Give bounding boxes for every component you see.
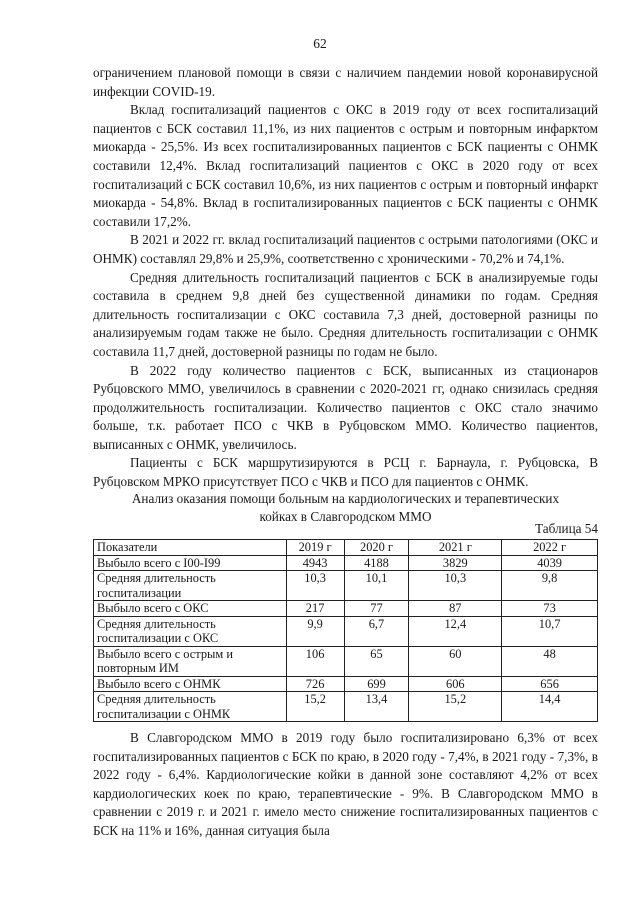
header-cell: 2022 г: [502, 540, 598, 556]
row-label: Выбыло всего с I00-I99: [94, 555, 287, 571]
table-cell: 87: [409, 601, 502, 617]
table-cell: 13,4: [344, 692, 409, 722]
table-caption-line: койках в Славгородском ММО: [259, 509, 432, 524]
row-label: Средняя длительность госпитализации: [94, 571, 287, 601]
table-header-row: [94, 540, 598, 556]
table-cell: 12,4: [409, 616, 502, 646]
paragraph: В Славгородском ММО в 2019 году было госпитализировано 6,3% от всех госпитализированных пациентов с БСК по краю, в 2020 году - 7,4%, в 2021 году - 7,3%, в 2022 году - 6,4%. Кардиологические койки в данной зоне составляют 4,2% от всех кардиологических коек по краю, терапевтические - 9%. В Славгородском ММО в сравнении с 2019 г. и 2021 г. имело место снижение госпитализированных пациентов с БСК на 11% и 16%, данная ситуация была: [93, 730, 598, 838]
table-caption: [93, 490, 598, 526]
table-cell: 6,7: [344, 616, 409, 646]
row-label: Выбыло всего с ОКС: [94, 601, 287, 617]
table-cell: 10,3: [286, 571, 344, 601]
table-cell: 606: [409, 676, 502, 692]
table-cell: 656: [502, 676, 598, 692]
table-cell: 48: [502, 646, 598, 676]
paragraph: В 2022 году количество пациентов с БСК, выписанных из стационаров Рубцовского ММО, увеличилось в сравнении с 2020-2021 гг, однако снизилась средняя продолжительность госпитализации. Количество пациентов с ОКС стало значимо больше, т.к. работает ПСО с ЧКВ в Рубцовском ММО. Количество пациентов, выписанных с ОНМК, увеличилось.: [93, 362, 598, 452]
table-cell: 3829: [409, 555, 502, 571]
table-cell: 15,2: [286, 692, 344, 722]
paragraph: ограничением плановой помощи в связи с наличием пандемии новой коронавирусной инфекции COVID-19.: [93, 65, 598, 99]
table-row: [94, 646, 598, 676]
table-cell: 4943: [286, 555, 344, 571]
row-label: Средняя длительность госпитализации с ОНМК: [94, 692, 287, 722]
table-cell: 65: [344, 646, 409, 676]
table-row: [94, 601, 598, 617]
header-cell: 2020 г: [344, 540, 409, 556]
row-label: Выбыло всего с острым и повторным ИМ: [94, 646, 287, 676]
table-cell: 14,4: [502, 692, 598, 722]
table-cell: 60: [409, 646, 502, 676]
table-row: [94, 555, 598, 571]
table-cell: 10,7: [502, 616, 598, 646]
table-cell: 10,3: [409, 571, 502, 601]
header-cell: 2021 г: [409, 540, 502, 556]
table-cell: 15,2: [409, 692, 502, 722]
table-label: Таблица 54: [535, 521, 598, 536]
header-cell: Показатели: [94, 540, 287, 556]
table-cell: 77: [344, 601, 409, 617]
row-label: Средняя длительность госпитализации с ОКС: [94, 616, 287, 646]
paragraph: Вклад госпитализаций пациентов с ОКС в 2019 году от всех госпитализаций пациентов с БСК составил 11,1%, из них пациентов с острым и повторным инфарктом миокарда - 25,5%. Из всех госпитализированных пациентов с БСК пациенты с ОНМК составили 12,4%. Вклад госпитализаций пациентов с ОКС в 2020 году от всех госпитализаций с БСК составил 10,6%, из них пациентов с острым и повторный инфаркт миокарда - 54,8%. Вклад в госпитализированных пациентов с БСК пациенты с ОНМК составили 17,2%.: [93, 102, 598, 229]
row-label: Выбыло всего с ОНМК: [94, 676, 287, 692]
table-row: [94, 571, 598, 601]
paragraph: Средняя длительность госпитализаций пациентов с БСК в анализируемые годы составила в среднем 9,8 дней без существенной динамики по годам. Средняя длительность госпитализации с ОКС составила 7,3 дней, достоверной разницы по анализируемым годам также не было. Средняя длительность госпитализации с ОНМК составила 11,7 дней, достоверной разницы по годам не было.: [93, 269, 598, 359]
paragraph: Пациенты с БСК маршрутизируются в РСЦ г. Барнаула, г. Рубцовска, В Рубцовском МРКО присутствует ПСО с ЧКВ и ПСО для пациентов с ОНМК.: [93, 455, 598, 490]
table-cell: 726: [286, 676, 344, 692]
data-table: [93, 539, 598, 722]
table-caption-line: Анализ оказания помощи больным на кардиологических и терапевтических: [131, 491, 560, 506]
table-row: [94, 616, 598, 646]
table-cell: 4039: [502, 555, 598, 571]
table-cell: 73: [502, 601, 598, 617]
table-cell: 4188: [344, 555, 409, 571]
body-text-top: [93, 64, 598, 492]
table-row: [94, 676, 598, 692]
body-text-bottom: [93, 729, 598, 841]
table-cell: 106: [286, 646, 344, 676]
table-cell: 217: [286, 601, 344, 617]
paragraph: В 2021 и 2022 гг. вклад госпитализаций пациентов с острыми патологиями (ОКС и ОНМК) составлял 29,8% и 25,9%, соответственно с хроническими - 70,2% и 74,1%.: [93, 232, 598, 266]
header-cell: 2019 г: [286, 540, 344, 556]
table-cell: 9,8: [502, 571, 598, 601]
page-number: 62: [313, 36, 327, 51]
table-cell: 10,1: [344, 571, 409, 601]
table-cell: 9,9: [286, 616, 344, 646]
table-cell: 699: [344, 676, 409, 692]
table-row: [94, 692, 598, 722]
